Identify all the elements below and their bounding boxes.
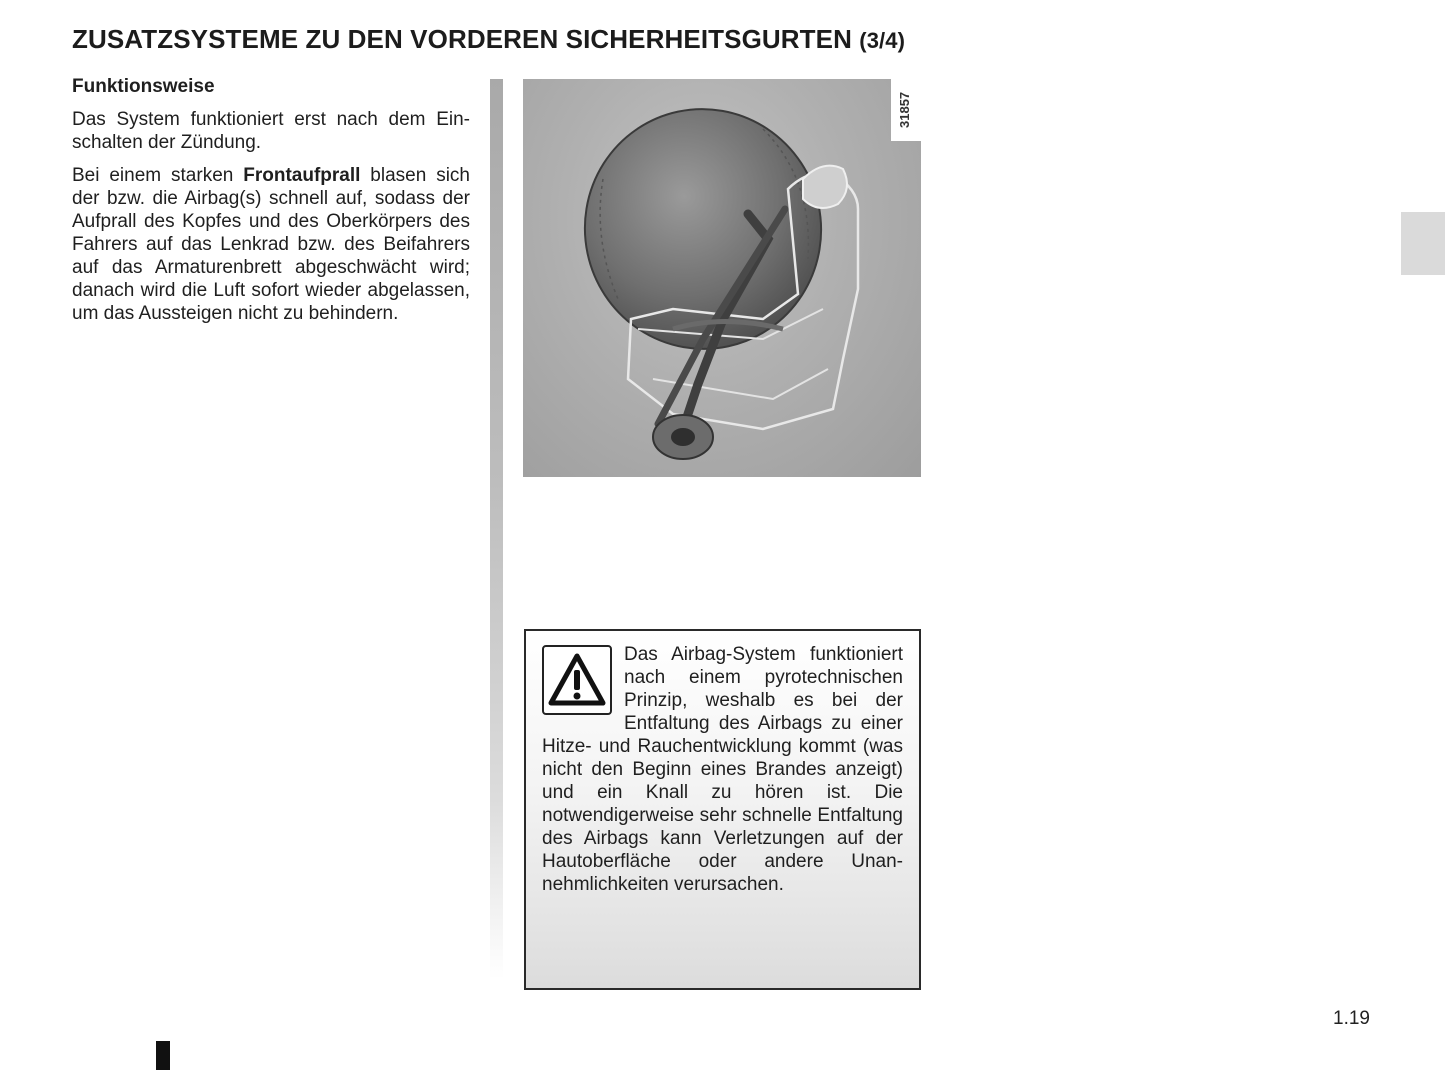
figure-label-box (891, 79, 921, 141)
airbag-balloon (563, 87, 844, 371)
section-heading: Funktionsweise (72, 76, 215, 97)
airbag-illustration (523, 79, 921, 477)
headrest (803, 166, 847, 208)
figure-number: 31857 (897, 91, 912, 129)
column-divider (490, 79, 503, 979)
page-title (72, 24, 905, 55)
warning-icon (542, 645, 612, 715)
chapter-side-tab (1401, 212, 1445, 275)
page-title-part: (3/4) (859, 28, 906, 53)
page-number: 1.19 (1333, 1008, 1370, 1029)
paragraph-frontal-impact (72, 164, 470, 325)
airbag-seat-drawing (523, 79, 921, 477)
paragraph-frontal-impact-bold: Frontaufprall (243, 165, 361, 186)
paragraph-ignition: Das System funktioniert erst nach dem Einschalten der Zündung. (72, 109, 470, 153)
warning-box (524, 629, 921, 990)
paragraph-frontal-impact-suffix: blasen sich der bzw. die Airbag(s) schnell auf, sodass der Aufprall des Kopfes und des Oberkörpers des Fahrers auf das Lenkrad bzw. des Beifahrers auf das Armaturenbrett abgeschwächt wird; danach wird die Luft sofort wieder abgelassen, um das Aussteigen nicht zu behindern. (72, 165, 470, 324)
warning-text: Das Airbag-System funktioniert nach einem pyrotechnischen Prinzip, weshalb es bei der Entfaltung des Airbags zu einer Hitze- und Rauchentwicklung kommt (was nicht den Beginn eines Brandes anzeigt) und ein Knall zu hören ist. Die notwendigerweise sehr schnelle Entfaltung des Airbags kann Verletzungen auf der Hautoberfläche oder andere Unannehmlichkeiten verursachen. (542, 644, 903, 895)
footer-mark (156, 1041, 170, 1070)
paragraph-frontal-impact-prefix: Bei einem starken (72, 165, 244, 186)
left-column (72, 76, 470, 335)
page-title-main: ZUSATZSYSTEME ZU DEN VORDEREN SICHERHEITSGURTEN (72, 24, 852, 54)
